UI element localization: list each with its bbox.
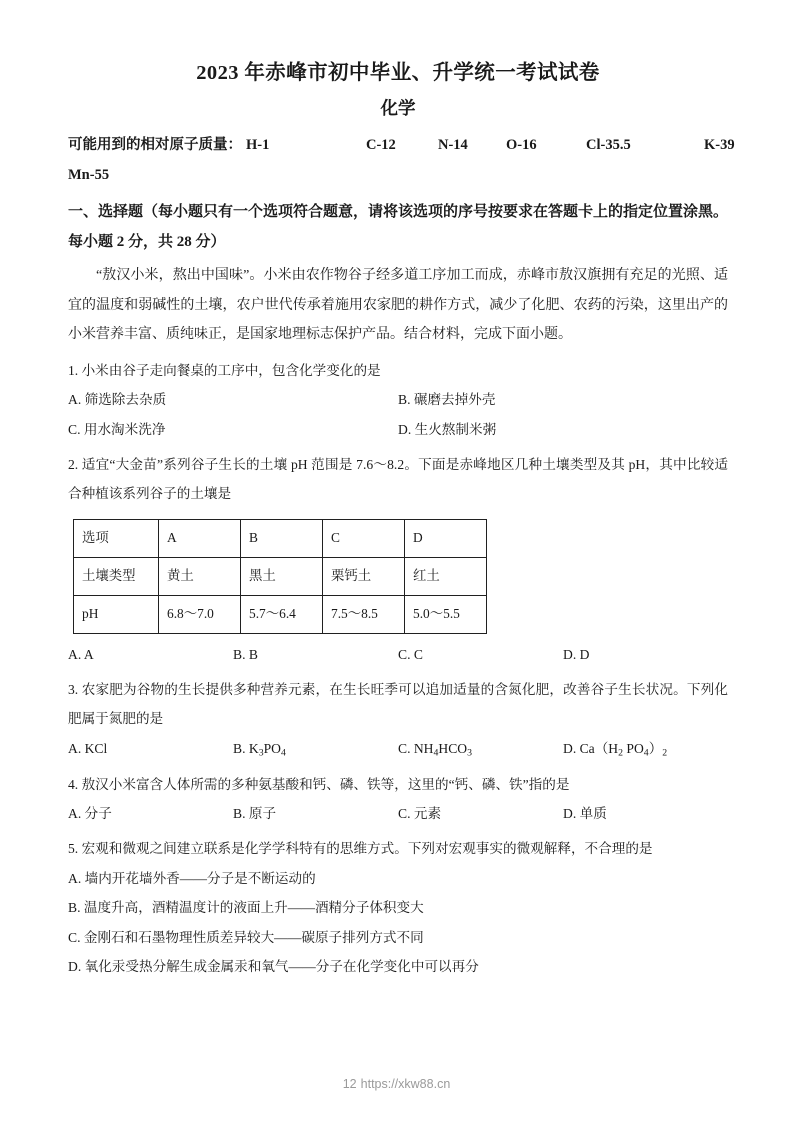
question-5-option-a[interactable]: A. 墙内开花墙外香——分子是不断运动的 bbox=[68, 870, 316, 886]
atomic-masses-line bbox=[68, 131, 735, 161]
table-cell: C bbox=[323, 519, 405, 557]
atomic-mass-cl: Cl-35.5 bbox=[586, 137, 631, 153]
question-5 bbox=[68, 834, 728, 981]
question-2-option-d[interactable]: D. D bbox=[563, 646, 590, 662]
atomic-mass-c: C-12 bbox=[366, 137, 396, 153]
table-cell: 5.7～6.4 bbox=[241, 595, 323, 633]
question-5-option-c[interactable]: C. 金刚石和石墨物理性质差异较大——碳原子排列方式不同 bbox=[68, 929, 424, 945]
question-1-stem: 1. 小米由谷子走向餐桌的工序中，包含化学变化的是 bbox=[68, 362, 381, 378]
table-cell: 7.5～8.5 bbox=[323, 595, 405, 633]
atomic-mass-o: O-16 bbox=[506, 137, 537, 153]
table-cell: 红土 bbox=[405, 557, 487, 595]
question-3-stem: 3. 农家肥为谷物的生长提供多种营养元素，在生长旺季可以追加适量的含氮化肥，改善谷子生长状况。下列化肥属于氮肥的是 bbox=[68, 682, 728, 727]
atomic-mass-n: N-14 bbox=[438, 137, 468, 153]
question-5-options bbox=[68, 864, 728, 981]
question-3-option-b[interactable]: B. $K_3PO_4$ bbox=[233, 740, 286, 759]
table-cell: 5.0～5.5 bbox=[405, 595, 487, 633]
subject-title: 化学 bbox=[380, 97, 416, 118]
question-1 bbox=[68, 356, 728, 444]
question-1-option-a[interactable]: A. 筛选除去杂质 bbox=[68, 392, 167, 408]
question-4-option-a[interactable]: A. 分子 bbox=[68, 806, 112, 822]
question-4-stem: 4. 敖汉小米富含人体所需的多种氨基酸和钙、磷、铁等，这里的“钙、磷、铁”指的是 bbox=[68, 776, 570, 792]
question-3-option-d[interactable]: D. $Ca(H_2$ $PO_4)_2$ bbox=[563, 740, 668, 759]
table-cell: 黄土 bbox=[159, 557, 241, 595]
table-cell: 6.8～7.0 bbox=[159, 595, 241, 633]
question-5-option-d[interactable]: D. 氧化汞受热分解生成金属汞和氧气——分子在化学变化中可以再分 bbox=[68, 958, 479, 974]
footer-url: https://xkw88.cn bbox=[360, 1077, 451, 1091]
section-heading: 一、选择题（每小题只有一个选项符合题意，请将该选项的序号按要求在答题卡上的指定位置涂黑。每小题 2 分，共 28 分） bbox=[68, 204, 729, 250]
question-5-option-b[interactable]: B. 温度升高，酒精温度计的液面上升——酒精分子体积变大 bbox=[68, 900, 424, 916]
question-4 bbox=[68, 770, 728, 829]
question-3 bbox=[68, 675, 728, 764]
page-title: 2023 年赤峰市初中毕业、升学统一考试试卷 bbox=[196, 62, 600, 84]
table-cell: D bbox=[405, 519, 487, 557]
question-4-option-d[interactable]: D. 单质 bbox=[563, 806, 607, 822]
question-3-option-a[interactable]: A. KCl bbox=[68, 740, 108, 756]
table-cell: 黑土 bbox=[241, 557, 323, 595]
question-2-stem: 2. 适宜“大金苗”系列谷子生长的土壤 pH 范围是 7.6～8.2。下面是赤峰地区几种土壤类型及其 pH，其中比较适合种植该系列谷子的土壤是 bbox=[68, 457, 728, 502]
atomic-mass-k: K-39 bbox=[704, 137, 735, 153]
question-2-option-a[interactable]: A. A bbox=[68, 646, 94, 662]
atomic-masses-label: 可能用到的相对原子质量： bbox=[68, 137, 242, 153]
question-2-options bbox=[68, 640, 728, 669]
table-cell: pH bbox=[74, 595, 159, 633]
table-cell: B bbox=[241, 519, 323, 557]
table-row bbox=[74, 519, 487, 557]
table-cell: 土壤类型 bbox=[74, 557, 159, 595]
question-2-option-c[interactable]: C. C bbox=[398, 646, 423, 662]
table-cell: 选项 bbox=[74, 519, 159, 557]
question-1-option-b[interactable]: B. 碾磨去掉外壳 bbox=[398, 392, 496, 408]
question-1-options bbox=[68, 385, 728, 414]
table-cell: 栗钙土 bbox=[323, 557, 405, 595]
table-cell: A bbox=[159, 519, 241, 557]
atomic-masses-line-2: Mn-55 bbox=[68, 166, 110, 183]
question-2 bbox=[68, 450, 728, 669]
table-row bbox=[74, 595, 487, 633]
soil-ph-table bbox=[73, 519, 487, 634]
question-3-option-c[interactable]: C. $NH_4HCO_3$ bbox=[398, 740, 472, 759]
question-1-option-c[interactable]: C. 用水淘米洗净 bbox=[68, 421, 166, 437]
question-4-options bbox=[68, 799, 728, 828]
intro-paragraph: “敖汉小米，熬出中国味”。小米由农作物谷子经多道工序加工而成，赤峰市敖汉旗拥有充足的光照、适宜的温度和弱碱性的土壤，农户世代传承着施用农家肥的耕作方式，减少了化肥、农药的污染，这里出产的小米营养丰富、质纯味正，是国家地理标志保护产品。结合材料，完成下面小题。 bbox=[68, 267, 728, 343]
question-4-option-c[interactable]: C. 元素 bbox=[398, 806, 442, 822]
question-3-options bbox=[68, 734, 728, 764]
question-4-option-b[interactable]: B. 原子 bbox=[233, 806, 277, 822]
table-row bbox=[74, 557, 487, 595]
question-1-options-row2 bbox=[68, 415, 728, 444]
question-5-stem: 5. 宏观和微观之间建立联系是化学学科特有的思维方式。下列对宏观事实的微观解释，不合理的是 bbox=[68, 841, 653, 857]
question-1-option-d[interactable]: D. 生火熬制米粥 bbox=[398, 421, 497, 437]
footer-page-number: 12 bbox=[342, 1077, 357, 1091]
page-footer bbox=[0, 1077, 793, 1091]
soil-ph-table-wrap bbox=[73, 519, 728, 634]
page-content bbox=[68, 58, 735, 981]
atomic-mass-h: H-1 bbox=[246, 137, 270, 153]
question-2-option-b[interactable]: B. B bbox=[233, 646, 258, 662]
